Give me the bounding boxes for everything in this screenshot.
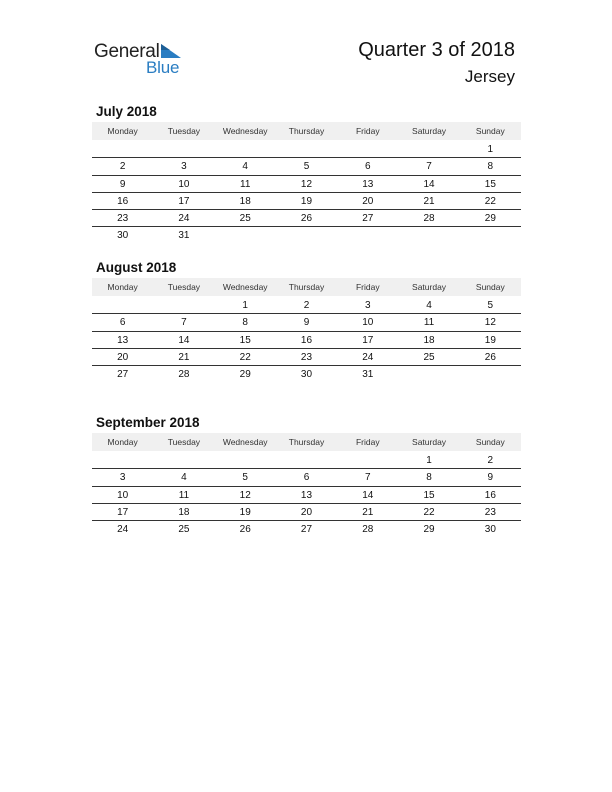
day-cell: 13: [300, 489, 313, 501]
day-cell: 16: [117, 195, 129, 207]
day-cell: [337, 141, 398, 157]
day-cell: [153, 141, 214, 157]
day-cell: 9: [487, 472, 494, 484]
day-cell: [153, 297, 214, 313]
day-cell: 27: [362, 213, 374, 225]
day-cell: 28: [362, 524, 374, 536]
day-cell: [398, 227, 459, 244]
weekday-header: Thursday: [288, 126, 325, 136]
weekday-header: Friday: [355, 282, 380, 292]
day-cell: 14: [423, 178, 435, 190]
day-cell: 5: [303, 161, 310, 173]
day-cell: 9: [303, 317, 310, 329]
day-cell: 6: [119, 317, 126, 329]
day-cell: 21: [362, 506, 374, 518]
day-cell: 22: [484, 195, 496, 207]
day-cell: [215, 141, 276, 157]
day-cell: [276, 227, 337, 244]
weekday-header-row: [92, 433, 521, 451]
day-cell: 23: [484, 506, 496, 518]
weekday-header: Saturday: [412, 126, 447, 136]
month-august: [92, 258, 521, 383]
weekday-header: Thursday: [288, 437, 325, 447]
weekday-header: Wednesday: [222, 437, 268, 447]
day-cell: [276, 452, 337, 468]
week-row: [92, 210, 521, 227]
day-cell: 19: [484, 334, 496, 346]
region-name: Jersey: [464, 67, 515, 86]
day-cell: 3: [119, 472, 126, 484]
day-cell: 6: [303, 472, 310, 484]
day-cell: 2: [119, 161, 126, 173]
day-cell: 10: [362, 317, 374, 329]
day-cell: 4: [242, 161, 248, 173]
day-cell: 14: [178, 334, 190, 346]
day-cell: 17: [117, 506, 129, 518]
week-row: [92, 349, 521, 366]
weekday-header: Wednesday: [222, 126, 268, 136]
day-cell: 13: [362, 178, 374, 190]
day-cell: [215, 227, 276, 244]
day-cell: 25: [178, 524, 190, 536]
day-cell: 5: [242, 472, 248, 484]
day-cell: 7: [364, 472, 371, 484]
day-cell: 26: [300, 213, 313, 225]
day-cell: [215, 452, 276, 468]
day-cell: 27: [300, 524, 313, 536]
day-cell: 9: [119, 178, 126, 190]
day-cell: 25: [423, 351, 435, 363]
weekday-header: Monday: [107, 282, 138, 292]
weekday-header: Monday: [107, 126, 138, 136]
day-cell: 11: [423, 317, 435, 329]
week-row: [92, 227, 521, 244]
day-cell: 6: [364, 161, 371, 173]
weekday-header-row: [92, 278, 521, 296]
day-cell: 24: [117, 524, 129, 536]
day-cell: 1: [242, 300, 248, 311]
day-cell: 2: [487, 455, 494, 466]
day-cell: 1: [487, 144, 494, 155]
week-row: [92, 176, 521, 193]
day-cell: 20: [362, 195, 374, 207]
day-cell: 8: [487, 161, 494, 173]
weekday-header: Sunday: [475, 126, 505, 136]
weekday-header: Sunday: [475, 437, 505, 447]
weekday-header: Wednesday: [222, 282, 268, 292]
weekday-header: Friday: [355, 126, 380, 136]
day-cell: 26: [239, 524, 251, 536]
day-cell: 21: [423, 195, 435, 207]
day-cell: 20: [117, 351, 129, 363]
day-cell: 19: [300, 195, 313, 207]
day-cell: 10: [178, 178, 190, 190]
week-row: [92, 521, 521, 538]
day-cell: 13: [117, 334, 129, 346]
weekday-header: Thursday: [288, 282, 325, 292]
day-cell: [460, 227, 521, 244]
month-title: July 2018: [96, 104, 157, 119]
day-cell: 24: [362, 351, 374, 363]
week-row: [92, 469, 521, 486]
month-july: [92, 102, 521, 245]
day-cell: 17: [178, 195, 190, 207]
day-cell: 28: [178, 369, 190, 381]
day-cell: 8: [242, 317, 248, 329]
day-cell: [92, 297, 153, 313]
day-cell: 29: [239, 369, 251, 381]
day-cell: 4: [426, 300, 432, 311]
day-cell: [92, 141, 153, 157]
day-cell: 30: [300, 369, 313, 381]
day-cell: 22: [423, 506, 435, 518]
day-cell: 11: [240, 178, 251, 190]
day-cell: 11: [178, 489, 190, 501]
month-september: [92, 413, 521, 538]
day-cell: 16: [300, 334, 313, 346]
weekday-header: Tuesday: [167, 126, 201, 136]
week-row: [92, 504, 521, 521]
day-cell: 23: [300, 351, 313, 363]
day-cell: 17: [362, 334, 374, 346]
day-cell: 8: [426, 472, 432, 484]
day-cell: 3: [364, 300, 371, 311]
week-row: [92, 366, 521, 383]
day-cell: [276, 141, 337, 157]
day-cell: 30: [117, 230, 129, 242]
day-cell: 14: [362, 489, 374, 501]
day-cell: [153, 452, 214, 468]
day-cell: 12: [239, 489, 251, 501]
day-cell: [337, 227, 398, 244]
week-row: [92, 452, 521, 469]
day-cell: 25: [239, 213, 251, 225]
day-cell: [337, 452, 398, 468]
month-title: September 2018: [96, 415, 200, 430]
day-cell: 27: [117, 369, 129, 381]
day-cell: 7: [181, 317, 187, 329]
day-cell: 4: [181, 472, 187, 484]
weekday-header-row: [92, 122, 521, 140]
day-cell: [398, 141, 459, 157]
weekday-header: Tuesday: [167, 282, 201, 292]
day-cell: 29: [423, 524, 435, 536]
week-row: [92, 297, 521, 314]
week-row: [92, 487, 521, 504]
day-cell: 30: [484, 524, 496, 536]
day-cell: 31: [178, 230, 190, 242]
month-title: August 2018: [96, 260, 177, 275]
day-cell: 15: [239, 334, 251, 346]
day-cell: 28: [423, 213, 435, 225]
day-cell: 19: [239, 506, 251, 518]
weekday-header: Monday: [107, 437, 138, 447]
weekday-header: Saturday: [412, 437, 447, 447]
day-cell: 1: [426, 455, 432, 466]
weekday-header: Saturday: [412, 282, 447, 292]
week-row: [92, 158, 521, 175]
day-cell: 29: [484, 213, 496, 225]
day-cell: 18: [239, 195, 251, 207]
day-cell: [398, 366, 459, 383]
day-cell: 31: [362, 369, 374, 381]
day-cell: 5: [487, 300, 494, 311]
day-cell: 21: [178, 351, 190, 363]
day-cell: 18: [423, 334, 435, 346]
day-cell: 7: [426, 161, 432, 173]
day-cell: 23: [117, 213, 129, 225]
day-cell: 12: [484, 317, 496, 329]
day-cell: 22: [239, 351, 251, 363]
day-cell: 18: [178, 506, 190, 518]
day-cell: 10: [117, 489, 129, 501]
week-row: [92, 332, 521, 349]
weekday-header: Tuesday: [167, 437, 201, 447]
day-cell: 20: [300, 506, 313, 518]
page-title: Quarter 3 of 2018: [358, 39, 515, 61]
day-cell: 3: [181, 161, 187, 173]
weekday-header: Friday: [355, 437, 380, 447]
day-cell: 15: [423, 489, 435, 501]
day-cell: 26: [484, 351, 496, 363]
week-row: [92, 314, 521, 331]
week-row: [92, 141, 521, 158]
day-cell: 15: [484, 178, 496, 190]
logo-text-general: General: [94, 41, 160, 62]
day-cell: [92, 452, 153, 468]
day-cell: [460, 366, 521, 383]
logo-text-blue: Blue: [146, 58, 180, 77]
day-cell: 12: [300, 178, 313, 190]
day-cell: 24: [178, 213, 190, 225]
week-row: [92, 193, 521, 210]
logo: [94, 41, 194, 81]
day-cell: 2: [303, 300, 310, 311]
weekday-header: Sunday: [475, 282, 505, 292]
day-cell: 16: [484, 489, 496, 501]
